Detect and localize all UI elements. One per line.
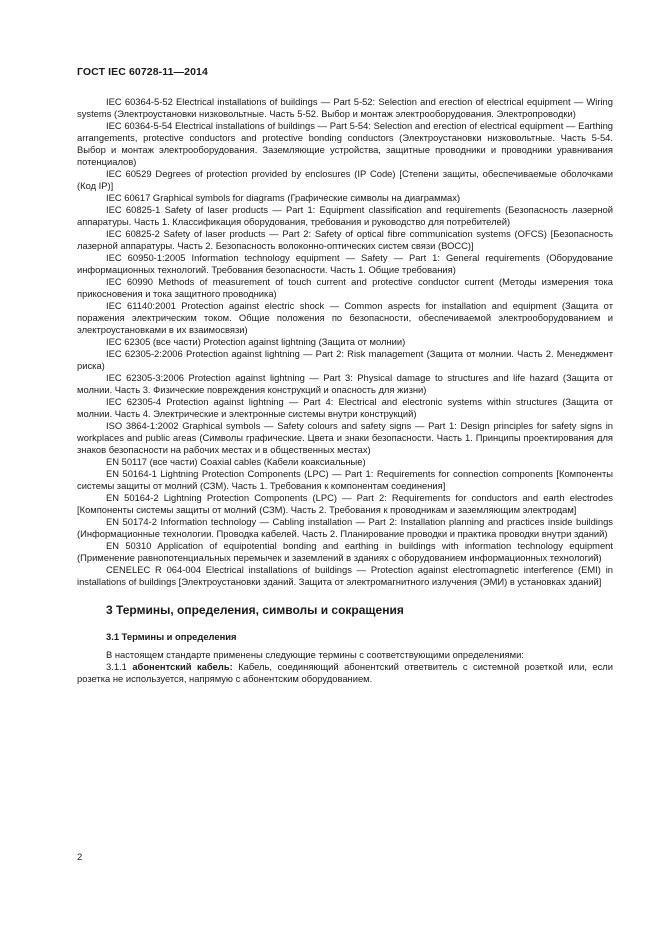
reference-item: EN 50117 (все части) Coaxial cables (Кабели коаксиальные) (106, 456, 366, 467)
reference-item: EN 50310 Application of equipotential bonding and earthing in buildings with information technology equipment (Применение равнопотенциальных перемычек и заземлений в зданиях с оборудованием информационных технологий) (77, 540, 613, 563)
reference-item: IEC 62305-4 Protection against lightning — Part 4: Electrical and electronic systems within structures (Защита от молнии. Часть 4. Электрические и электронные системы внутри конструкций) (77, 396, 613, 419)
reference-item: IEC 60825-2 Safety of laser products — Part 2: Safety of optical fibre communication systems (OFCS) [Безопасность лазерной аппаратуры. Часть 2. Безопасность волоконно-оптических систем связи (ВОСС)] (77, 228, 613, 251)
reference-item: ISO 3864-1:2002 Graphical symbols — Safety colours and safety signs — Part 1: Design principles for safety signs in workplaces and public areas (Символы графические. Цвета и знаки безопасности. Часть 1. Принципы проектирования для знаков безопасности на рабочих местах и в общественных местах) (77, 420, 613, 455)
term-definition: Кабель, соединяющий абонентский ответвитель с системной розеткой или, если розетка не используется, напрямую с абонентским оборудованием. (77, 661, 614, 684)
reference-item: IEC 62305-3:2006 Protection against lightning — Part 3: Physical damage to structures and life hazard (Защита от молнии. Часть 3. Физические повреждения конструкций и опасность для жизни) (77, 372, 613, 395)
reference-item: IEC 60617 Graphical symbols for diagrams (Графические символы на диаграммах) (106, 192, 461, 203)
reference-item: IEC 60529 Degrees of protection provided by enclosures (IP Code) [Степени защиты, обеспечиваемые оболочками (Код IP)] (77, 168, 613, 191)
reference-item: IEC 62305-2:2006 Protection against lightning — Part 2: Risk management (Защита от молнии. Часть 2. Менеджмент риска) (77, 348, 613, 371)
reference-item: IEC 62305 (все части) Protection against lightning (Защита от молнии) (106, 336, 406, 347)
reference-item: IEC 60825-1 Safety of laser products — Part 1: Equipment classification and requirements (Безопасность лазерной аппаратуры. Часть 1. Классификация оборудования, требования и руководство для потребителей) (77, 204, 613, 227)
term-name: абонентский кабель: (132, 661, 233, 672)
term-number: 3.1.1 (106, 661, 127, 672)
reference-item: IEC 61140:2001 Protection against electric shock — Common aspects for installation and equipment (Защита от поражения электрическим током. Общие положения по безопасности, обеспечиваемой электрооборудованием и электроустановками в их взаимосвязи) (77, 300, 613, 335)
reference-item: IEC 60364-5-54 Electrical installations of buildings — Part 5-54: Selection and erection of electrical equipment — Earthing arrangements, protective conductors and protective bonding conductors (Электроустановки низковольтные. Часть 5-54. Выбор и монтаж электрооборудования. Заземляющие устройства, защитные проводники и проводники уравнивания потенциалов) (77, 120, 613, 167)
section-heading: 3 Термины, определения, символы и сокращения (106, 603, 404, 617)
reference-item: EN 50164-1 Lightning Protection Components (LPC) — Part 1: Requirements for connection components [Компоненты системы защиты от молний (СЗМ). Часть 1. Требования к компонентам соединения] (77, 468, 613, 491)
document-body (77, 96, 613, 685)
page-number: 2 (77, 851, 83, 862)
reference-item: IEC 60950-1:2005 Information technology equipment — Safety — Part 1: General requirements (Оборудование информационных технологий. Требования безопасности. Часть 1. Общие требования) (77, 252, 613, 275)
reference-item: CENELEC R 064-004 Electrical installations of buildings — Protection against electromagnetic interference (EMI) in installations of buildings [Электроустановки зданий. Защита от электромагнитного излучения (ЭМИ) в установках зданий] (77, 564, 613, 587)
section-intro: В настоящем стандарте применены следующие термины с соответствующими определениями: (106, 649, 524, 660)
reference-item: EN 50174-2 Information technology — Cabling installation — Part 2: Installation planning and practices inside buildings (Информационные технологии. Проводка кабелей. Часть 2. Планирование проводки и практика проводки внутри зданий) (77, 516, 613, 539)
reference-item: EN 50164-2 Lightning Protection Components (LPC) — Part 2: Requirements for conductors and earth electrodes [Компоненты системы защиты от молний (СЗМ). Часть 2. Требования к проводникам и заземляющим электродам] (77, 492, 613, 515)
document-header: ГОСТ IEC 60728-11—2014 (77, 66, 208, 78)
reference-item: IEC 60364-5-52 Electrical installations of buildings — Part 5-52: Selection and erection of electrical equipment — Wiring systems (Электроустановки низковольтные. Часть 5-52. Выбор и монтаж электрооборудования. Электропроводки) (77, 96, 613, 119)
subsection-heading: 3.1 Термины и определения (106, 631, 237, 642)
reference-item: IEC 60990 Methods of measurement of touch current and protective conductor current (Методы измерения тока прикосновения и тока защитного проводника) (77, 276, 613, 299)
term-definition-entry (77, 661, 613, 685)
